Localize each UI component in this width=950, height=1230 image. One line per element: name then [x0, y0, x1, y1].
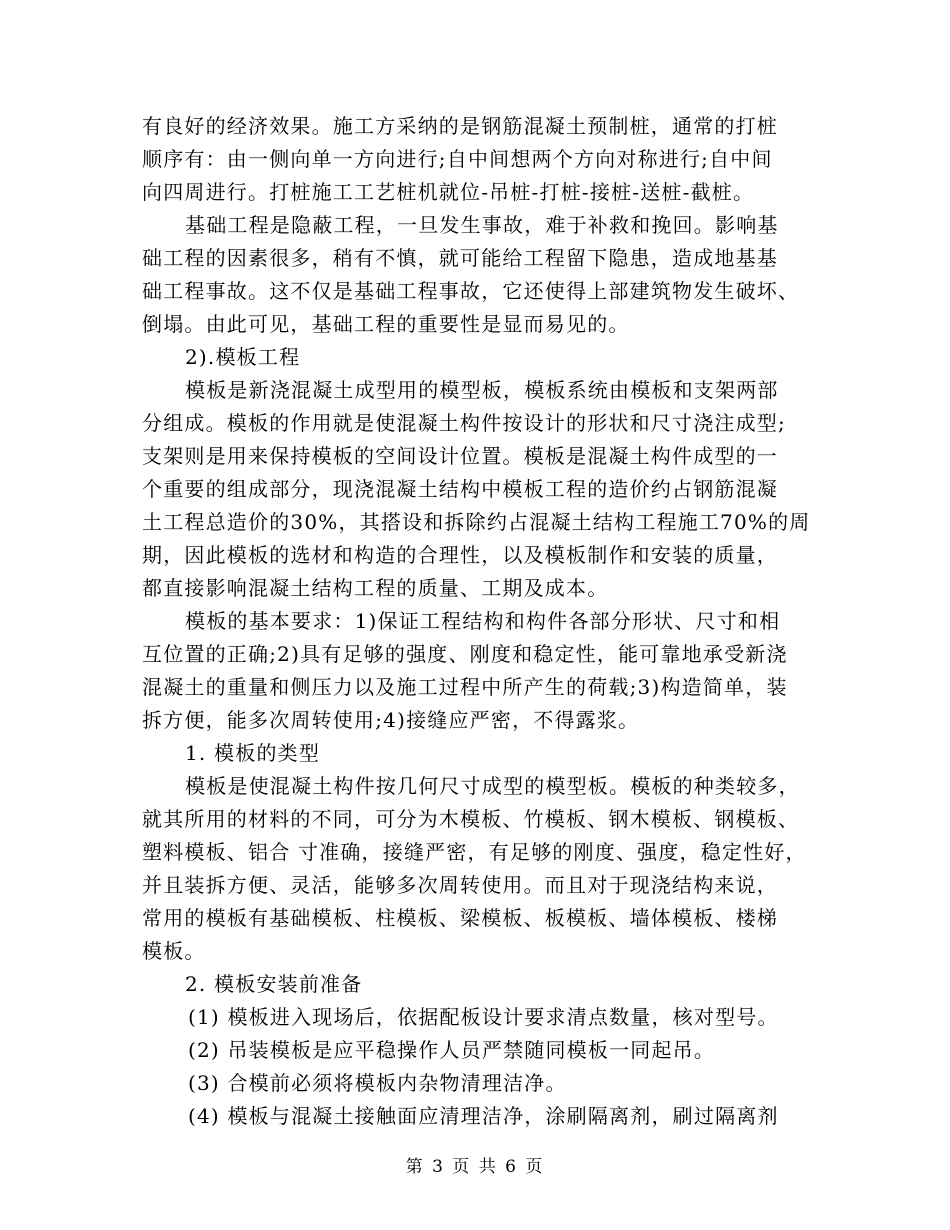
paragraph-line: 模板是使混凝土构件按几何尺寸成型的模型板。模板的种类较多，: [185, 774, 800, 798]
paragraph-line: 互位置的正确;2)具有足够的强度、刚度和稳定性，能可靠地承受新浇: [142, 642, 788, 666]
section-heading: 2. 模板安装前准备: [185, 972, 363, 996]
paragraph-line: 都直接影响混凝土结构工程的质量、工期及成本。: [142, 576, 609, 600]
paragraph-line: 模板。: [142, 939, 206, 963]
paragraph-line: 塑料模板、铝合 寸准确，接缝严密，有足够的刚度、强度，稳定性好，: [142, 840, 807, 864]
paragraph-line: 并且装拆方便、灵活，能够多次周转使用。而且对于现浇结构来说，: [142, 873, 778, 897]
paragraph-line: 支架则是用来保持模板的空间设计位置。模板是混凝土构件成型的一: [142, 444, 778, 468]
section-heading: 2).模板工程: [185, 345, 301, 369]
paragraph-line: 个重要的组成部分，现浇混凝土结构中模板工程的造价约占钢筋混凝: [142, 477, 778, 501]
paragraph-line: 分组成。模板的作用就是使混凝土构件按设计的形状和尺寸浇注成型;: [142, 411, 786, 435]
page-footer: 第 3 页 共 6 页: [405, 1157, 545, 1177]
paragraph-line: 常用的模板有基础模板、柱模板、梁模板、板模板、墙体模板、楼梯: [142, 906, 778, 930]
paragraph-line: 基础工程是隐蔽工程，一旦发生事故，难于补救和挽回。影响基: [185, 213, 779, 237]
paragraph-line: 倒塌。由此可见，基础工程的重要性是显而易见的。: [142, 312, 630, 336]
section-heading: 1. 模板的类型: [185, 741, 321, 765]
list-item: (4) 模板与混凝土接触面应清理洁净，涂刷隔离剂，刷过隔离剂: [188, 1104, 779, 1128]
paragraph-line: 就其所用的材料的不同，可分为木模板、竹模板、钢木模板、钢模板、: [142, 807, 800, 831]
list-item: (2) 吊装模板是应平稳操作人员严禁随同模板一同起吊。: [188, 1038, 716, 1062]
paragraph-line: 混凝土的重量和侧压力以及施工过程中所产生的荷载;3)构造简单，装: [142, 675, 788, 699]
paragraph-line: 模板的基本要求：1)保证工程结构和构件各部分形状、尺寸和相: [185, 609, 781, 633]
paragraph-line: 础工程事故。这不仅是基础工程事故，它还使得上部建筑物发生破坏、: [142, 279, 800, 303]
paragraph-line: 期，因此模板的选材和构造的合理性，以及模板制作和安装的质量，: [142, 543, 778, 567]
paragraph-line: 土工程总造价的30%，其搭设和拆除约占混凝土结构工程施工70%的周: [142, 510, 811, 534]
paragraph-line: 向四周进行。打桩施工工艺桩机就位-吊桩-打桩-接桩-送桩-截桩。: [142, 180, 755, 204]
list-item: (1) 模板进入现场后，依据配板设计要求清点数量，核对型号。: [188, 1005, 779, 1029]
paragraph-line: 顺序有：由一侧向单一方向进行;自中间想两个方向对称进行;自中间: [142, 147, 773, 171]
paragraph-line: 有良好的经济效果。施工方采纳的是钢筋混凝土预制桩，通常的打桩: [142, 114, 778, 138]
paragraph-line: 拆方便，能多次周转使用;4)接缝应严密，不得露浆。: [142, 708, 640, 732]
list-item: (3) 合模前必须将模板内杂物清理洁净。: [188, 1071, 567, 1095]
paragraph-line: 模板是新浇混凝土成型用的模型板，模板系统由模板和支架两部: [185, 378, 779, 402]
paragraph-line: 础工程的因素很多，稍有不慎，就可能给工程留下隐患，造成地基基: [142, 246, 778, 270]
